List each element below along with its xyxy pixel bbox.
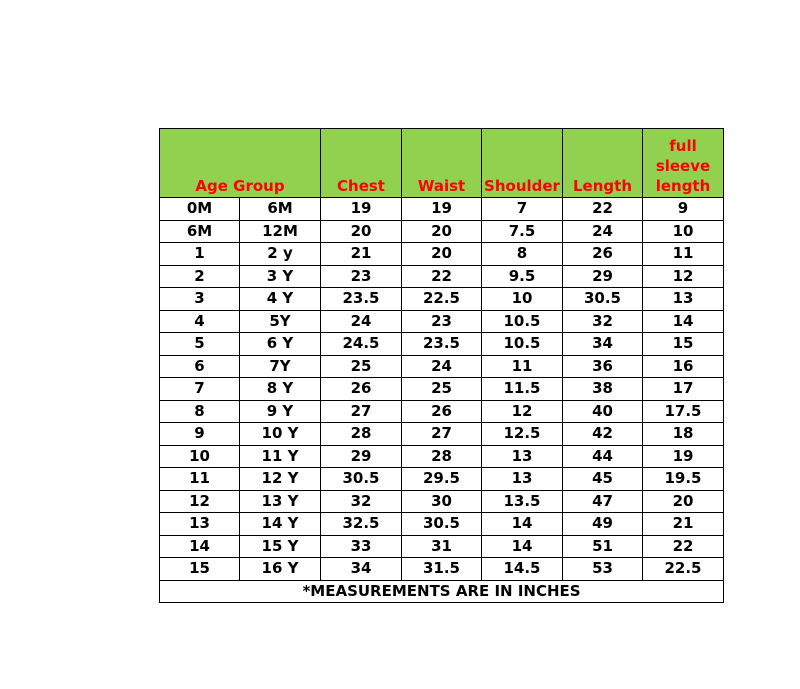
cell-age-from: 1 <box>160 243 240 266</box>
cell-age-to: 16 Y <box>240 558 321 581</box>
cell-full-sleeve-length: 20 <box>643 490 724 513</box>
cell-chest: 30.5 <box>321 468 402 491</box>
cell-age-to: 7Y <box>240 355 321 378</box>
cell-age-from: 11 <box>160 468 240 491</box>
header-shoulder: Shoulder <box>482 129 563 198</box>
cell-length: 38 <box>563 378 643 401</box>
cell-age-to: 9 Y <box>240 400 321 423</box>
cell-waist: 28 <box>402 445 482 468</box>
table-row <box>160 265 724 288</box>
cell-age-to: 15 Y <box>240 535 321 558</box>
cell-waist: 30 <box>402 490 482 513</box>
cell-chest: 20 <box>321 220 402 243</box>
cell-chest: 23 <box>321 265 402 288</box>
cell-age-from: 0M <box>160 198 240 221</box>
cell-full-sleeve-length: 15 <box>643 333 724 356</box>
cell-full-sleeve-length: 19.5 <box>643 468 724 491</box>
cell-shoulder: 10 <box>482 288 563 311</box>
cell-waist: 24 <box>402 355 482 378</box>
cell-shoulder: 7.5 <box>482 220 563 243</box>
cell-shoulder: 7 <box>482 198 563 221</box>
cell-length: 49 <box>563 513 643 536</box>
cell-full-sleeve-length: 17.5 <box>643 400 724 423</box>
table-body <box>160 198 724 581</box>
cell-age-from: 13 <box>160 513 240 536</box>
cell-waist: 20 <box>402 220 482 243</box>
table-row <box>160 468 724 491</box>
cell-length: 32 <box>563 310 643 333</box>
cell-chest: 29 <box>321 445 402 468</box>
table-row <box>160 198 724 221</box>
cell-age-to: 6 Y <box>240 333 321 356</box>
cell-waist: 30.5 <box>402 513 482 536</box>
table-row <box>160 333 724 356</box>
cell-length: 44 <box>563 445 643 468</box>
table-row <box>160 535 724 558</box>
cell-age-from: 7 <box>160 378 240 401</box>
cell-length: 22 <box>563 198 643 221</box>
cell-age-to: 13 Y <box>240 490 321 513</box>
cell-length: 36 <box>563 355 643 378</box>
cell-length: 53 <box>563 558 643 581</box>
table-row <box>160 220 724 243</box>
cell-full-sleeve-length: 17 <box>643 378 724 401</box>
cell-waist: 22.5 <box>402 288 482 311</box>
cell-waist: 19 <box>402 198 482 221</box>
cell-age-to: 12M <box>240 220 321 243</box>
cell-length: 34 <box>563 333 643 356</box>
cell-shoulder: 13 <box>482 468 563 491</box>
cell-shoulder: 10.5 <box>482 310 563 333</box>
cell-length: 29 <box>563 265 643 288</box>
cell-shoulder: 8 <box>482 243 563 266</box>
cell-chest: 21 <box>321 243 402 266</box>
cell-length: 47 <box>563 490 643 513</box>
header-age-group: Age Group <box>160 129 321 198</box>
cell-chest: 23.5 <box>321 288 402 311</box>
cell-chest: 33 <box>321 535 402 558</box>
cell-full-sleeve-length: 9 <box>643 198 724 221</box>
cell-waist: 27 <box>402 423 482 446</box>
cell-age-from: 3 <box>160 288 240 311</box>
cell-length: 40 <box>563 400 643 423</box>
table-row <box>160 243 724 266</box>
cell-age-from: 6M <box>160 220 240 243</box>
cell-age-from: 12 <box>160 490 240 513</box>
header-chest: Chest <box>321 129 402 198</box>
cell-full-sleeve-length: 10 <box>643 220 724 243</box>
cell-age-from: 8 <box>160 400 240 423</box>
table-row <box>160 288 724 311</box>
cell-chest: 24.5 <box>321 333 402 356</box>
cell-shoulder: 12 <box>482 400 563 423</box>
table-row <box>160 445 724 468</box>
header-waist: Waist <box>402 129 482 198</box>
cell-chest: 25 <box>321 355 402 378</box>
cell-chest: 34 <box>321 558 402 581</box>
cell-shoulder: 14 <box>482 513 563 536</box>
cell-shoulder: 13 <box>482 445 563 468</box>
cell-length: 24 <box>563 220 643 243</box>
cell-age-to: 4 Y <box>240 288 321 311</box>
cell-chest: 19 <box>321 198 402 221</box>
cell-full-sleeve-length: 19 <box>643 445 724 468</box>
cell-shoulder: 9.5 <box>482 265 563 288</box>
cell-age-to: 11 Y <box>240 445 321 468</box>
footer-row <box>160 580 724 603</box>
cell-age-from: 2 <box>160 265 240 288</box>
cell-waist: 31 <box>402 535 482 558</box>
cell-full-sleeve-length: 16 <box>643 355 724 378</box>
measurement-note: *MEASUREMENTS ARE IN INCHES <box>160 580 724 603</box>
table-row <box>160 310 724 333</box>
cell-length: 45 <box>563 468 643 491</box>
cell-shoulder: 13.5 <box>482 490 563 513</box>
cell-shoulder: 11.5 <box>482 378 563 401</box>
cell-age-from: 6 <box>160 355 240 378</box>
header-row <box>160 129 724 198</box>
table-row <box>160 558 724 581</box>
cell-age-to: 5Y <box>240 310 321 333</box>
cell-age-to: 6M <box>240 198 321 221</box>
cell-shoulder: 12.5 <box>482 423 563 446</box>
cell-age-to: 10 Y <box>240 423 321 446</box>
cell-waist: 25 <box>402 378 482 401</box>
cell-age-from: 10 <box>160 445 240 468</box>
cell-waist: 23.5 <box>402 333 482 356</box>
cell-waist: 23 <box>402 310 482 333</box>
table-row <box>160 490 724 513</box>
cell-age-from: 15 <box>160 558 240 581</box>
cell-full-sleeve-length: 12 <box>643 265 724 288</box>
cell-length: 42 <box>563 423 643 446</box>
cell-age-from: 4 <box>160 310 240 333</box>
cell-age-from: 9 <box>160 423 240 446</box>
cell-chest: 32.5 <box>321 513 402 536</box>
table-row <box>160 355 724 378</box>
table-footer <box>160 580 724 603</box>
cell-full-sleeve-length: 22 <box>643 535 724 558</box>
cell-full-sleeve-length: 14 <box>643 310 724 333</box>
table-row <box>160 423 724 446</box>
cell-length: 51 <box>563 535 643 558</box>
cell-shoulder: 14 <box>482 535 563 558</box>
cell-shoulder: 11 <box>482 355 563 378</box>
cell-waist: 31.5 <box>402 558 482 581</box>
cell-chest: 27 <box>321 400 402 423</box>
cell-age-from: 5 <box>160 333 240 356</box>
cell-chest: 28 <box>321 423 402 446</box>
cell-length: 26 <box>563 243 643 266</box>
cell-age-to: 8 Y <box>240 378 321 401</box>
cell-waist: 20 <box>402 243 482 266</box>
cell-age-to: 12 Y <box>240 468 321 491</box>
header-length: Length <box>563 129 643 198</box>
cell-full-sleeve-length: 21 <box>643 513 724 536</box>
cell-chest: 32 <box>321 490 402 513</box>
cell-chest: 26 <box>321 378 402 401</box>
cell-waist: 26 <box>402 400 482 423</box>
cell-shoulder: 10.5 <box>482 333 563 356</box>
cell-shoulder: 14.5 <box>482 558 563 581</box>
cell-length: 30.5 <box>563 288 643 311</box>
cell-full-sleeve-length: 11 <box>643 243 724 266</box>
table-row <box>160 400 724 423</box>
cell-age-from: 14 <box>160 535 240 558</box>
cell-full-sleeve-length: 22.5 <box>643 558 724 581</box>
cell-waist: 29.5 <box>402 468 482 491</box>
cell-age-to: 2 y <box>240 243 321 266</box>
table-row <box>160 378 724 401</box>
header-full-sleeve-length: full sleeve length <box>643 129 724 198</box>
cell-full-sleeve-length: 18 <box>643 423 724 446</box>
table-header <box>160 129 724 198</box>
cell-age-to: 3 Y <box>240 265 321 288</box>
cell-chest: 24 <box>321 310 402 333</box>
cell-age-to: 14 Y <box>240 513 321 536</box>
table-row <box>160 513 724 536</box>
cell-waist: 22 <box>402 265 482 288</box>
size-chart-table <box>159 128 724 603</box>
cell-full-sleeve-length: 13 <box>643 288 724 311</box>
